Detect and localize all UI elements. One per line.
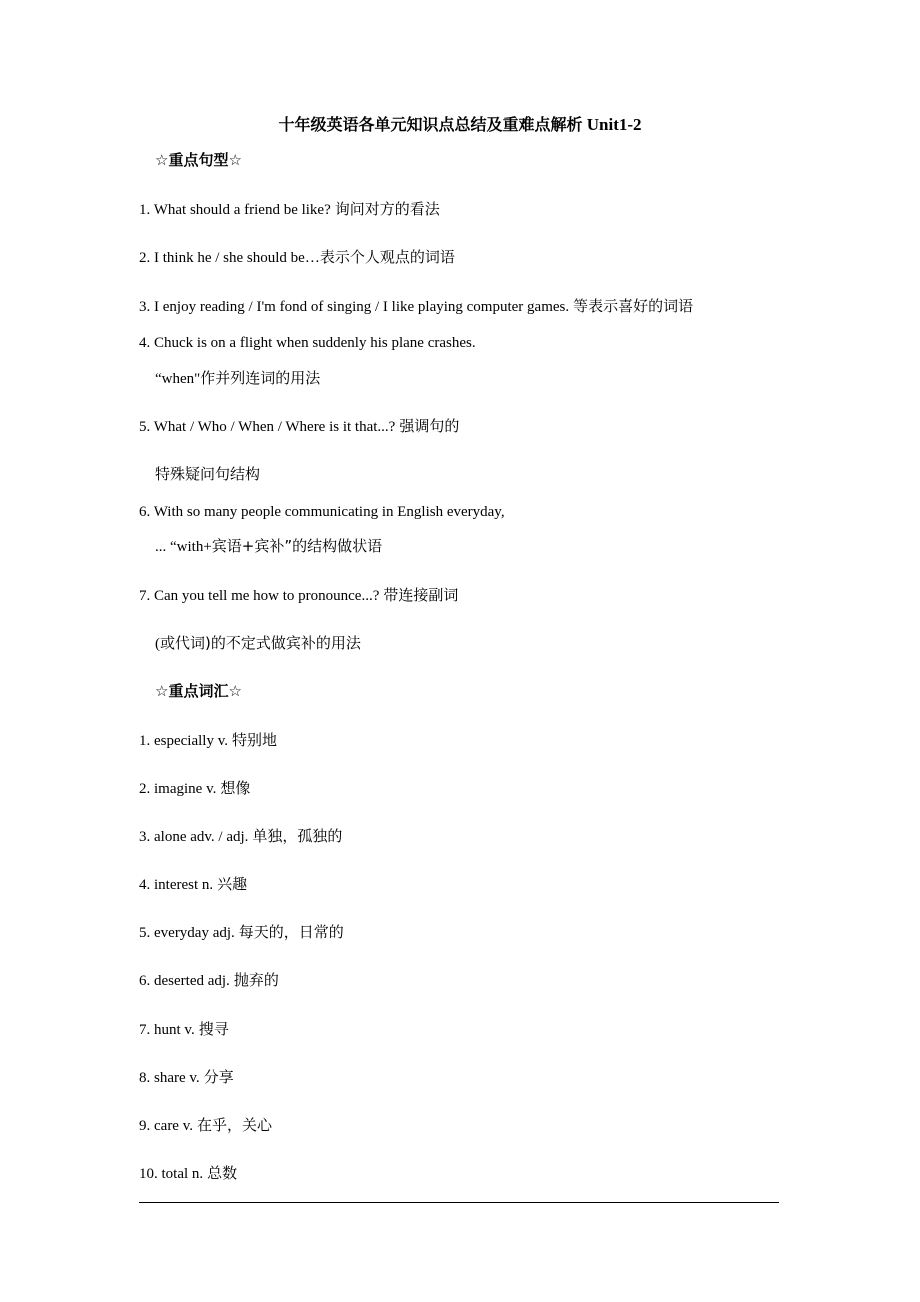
list-item: 1. What should a friend be like? 询问对方的看法 bbox=[139, 200, 440, 218]
document-title bbox=[0, 114, 920, 136]
list-item-continuation: 特殊疑问句结构 bbox=[155, 465, 261, 483]
footer-divider bbox=[139, 1202, 779, 1203]
vocab-item: 1. especially v. 特别地 bbox=[139, 731, 278, 749]
list-item: 3. I enjoy reading / I'm fond of singing / I like playing computer games. 等表示喜好的词语 bbox=[139, 297, 694, 315]
list-item: 2. I think he / she should be…表示个人观点的词语 bbox=[139, 248, 455, 266]
list-item-continuation: “when"作并列连词的用法 bbox=[155, 369, 321, 387]
vocab-item: 9. care v. 在乎，关心 bbox=[139, 1116, 273, 1134]
list-item: 7. Can you tell me how to pronounce...? 带连接副词 bbox=[139, 586, 459, 604]
document-title-unit: Unit1-2 bbox=[586, 115, 642, 134]
list-item: 5. What / Who / When / Where is it that...? 强调句的 bbox=[139, 417, 460, 435]
vocab-item: 7. hunt v. 搜寻 bbox=[139, 1020, 229, 1038]
section-heading-sentence-patterns: ☆重点句型☆ bbox=[155, 151, 242, 169]
vocab-item: 5. everyday adj. 每天的，日常的 bbox=[139, 923, 344, 941]
vocab-item: 4. interest n. 兴趣 bbox=[139, 875, 248, 893]
vocab-item: 3. alone adv. / adj. 单独，孤独的 bbox=[139, 827, 343, 845]
vocab-item: 6. deserted adj. 抛弃的 bbox=[139, 971, 279, 989]
list-item: 6. With so many people communicating in English everyday, bbox=[139, 504, 505, 520]
document-title-zh: 十年级英语各单元知识点总结及重难点解析 bbox=[278, 115, 583, 134]
section-heading-key-vocabulary: ☆重点词汇☆ bbox=[155, 682, 242, 700]
vocab-item: 8. share v. 分享 bbox=[139, 1068, 234, 1086]
list-item-continuation: (或代词)的不定式做宾补的用法 bbox=[155, 634, 361, 652]
list-item: 4. Chuck is on a flight when suddenly his plane crashes. bbox=[139, 335, 476, 351]
vocab-item: 10. total n. 总数 bbox=[139, 1164, 238, 1182]
list-item-continuation: ... “with+宾语+宾补”的结构做状语 bbox=[155, 537, 383, 555]
vocab-item: 2. imagine v. 想像 bbox=[139, 779, 251, 797]
